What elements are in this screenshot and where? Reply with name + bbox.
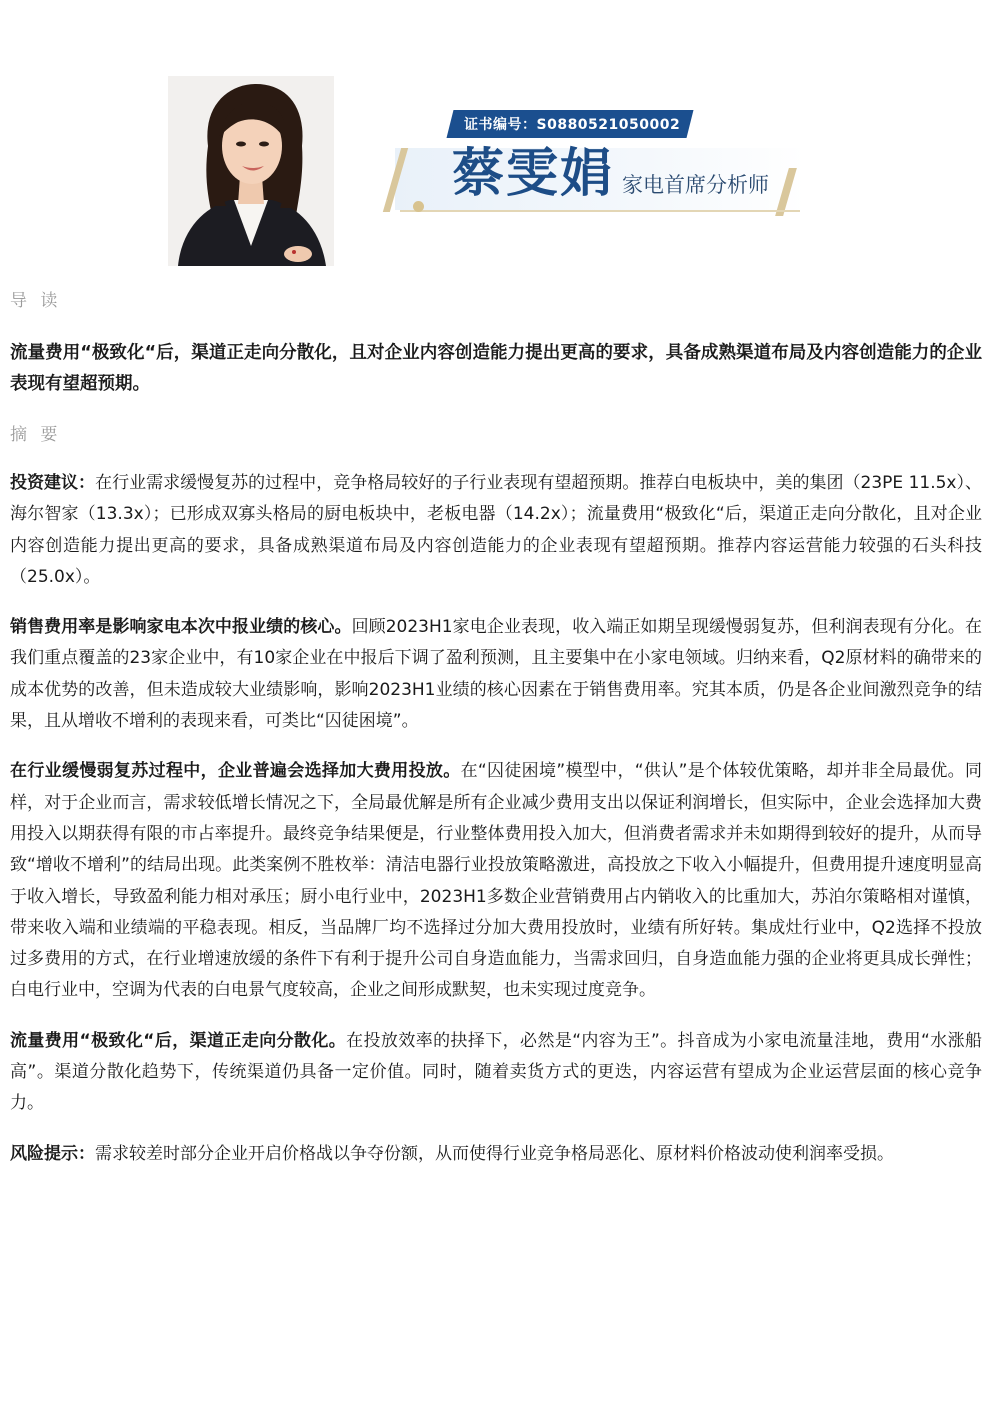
analyst-title: 家电首席分析师 <box>622 173 769 197</box>
certificate-number: 证书编号：S0880521050002 <box>464 117 681 133</box>
guide-text: 流量费用“极致化“后，渠道正走向分散化，且对企业内容创造能力提出更高的要求，具备成熟渠道布局及内容创造能力的企业表现有望超预期。 <box>10 343 982 394</box>
paragraph-expense-strategy <box>10 756 982 1006</box>
paragraph-body: 需求较差时部分企业开启价格战以争夺份额，从而使得行业竞争格局恶化、原材料价格波动使利润率受损。 <box>95 1143 894 1164</box>
spacer <box>10 450 982 468</box>
paragraph-body: 在“囚徒困境”模型中，“供认”是个体较优策略，却并非全局最优。同样，对于企业而言，需求较低增长情况之下，全局最优解是所有企业减少费用支出以保证利润增长，但实际中，企业会选择加大费用投入以期获得有限的市占率提升。最终竞争结果便是，行业整体费用投入加大，但消费者需求并未如期得到较好的提升，从而导致“增收不增利”的结局出现。此类案例不胜枚举：清洁电器行业投放策略激进，高投放之下收入小幅提升，但费用提升速度明显高于收入增长，导致盈利能力相对承压；厨小电行业中，2023H1多数企业营销费用占内销收入的比重加大，苏泊尔策略相对谨慎，带来收入端和业绩端的平稳表现。相反，当品牌厂均不选择过分加大费用投放时，业绩有所好转。集成灶行业中，Q2选择不投放过多费用的方式，在行业增速放缓的条件下有利于提升公司自身造血能力，当需求回归，自身造血能力强的企业将更具成长弹性；白电行业中，空调为代表的白电景气度较高，企业之间形成默契，也未实现过度竞争。 <box>10 761 982 1001</box>
paragraph-heading: 风险提示： <box>10 1143 95 1164</box>
guide-label: 导 读 <box>10 291 62 311</box>
report-header <box>0 0 992 280</box>
paragraph-body: 在行业需求缓慢复苏的过程中，竞争格局较好的子行业表现有望超预期。推荐白电板块中，美的集团（23PE 11.5x）、海尔智家（13.3x）；已形成双寡头格局的厨电板块中，老板电器（14.2x）；流量费用“极致化“后，渠道正走向分散化，且对企业内容创造能力提出更高的要求，具备成熟渠道布局及内容创造能力的企业表现有望超预期。推荐内容运营能力较强的石头科技（25.0x）。 <box>10 473 982 587</box>
paragraph-heading: 投资建议： <box>10 473 96 493</box>
summary-label: 摘 要 <box>10 425 62 445</box>
paragraph-body: 在投放效率的抉择下，必然是“内容为王”。抖音成为小家电流量洼地，费用“水涨船高”。渠道分散化趋势下，传统渠道仍具备一定价值。同时，随着卖货方式的更迭，内容运营有望成为企业运营层面的核心竞争力。 <box>10 1030 982 1114</box>
decor-baseline <box>400 210 800 212</box>
paragraph-body: 回顾2023H1家电企业表现，收入端正如期呈现缓慢弱复苏，但利润表现有分化。在我们重点覆盖的23家企业中，有10家企业在中报后下调了盈利预测，且主要集中在小家电领域。归纳来看，Q2原材料的确带来的成本优势的改善，但未造成较大业绩影响，影响2023H1业绩的核心因素在于销售费用率。究其本质，仍是各企业间激烈竞争的结果，且从增收不增利的表现来看，可类比“囚徒困境”。 <box>10 617 982 732</box>
paragraph-risk <box>10 1139 982 1170</box>
analyst-name: 蔡雯娟 <box>452 144 615 204</box>
paragraph-heading: 流量费用“极致化“后，渠道正走向分散化。 <box>10 1030 347 1051</box>
analyst-photo <box>168 76 334 266</box>
decor-dot-icon <box>413 201 424 212</box>
paragraph-investment <box>10 468 982 593</box>
paragraph-channel <box>10 1026 982 1120</box>
paragraph-sales-expense <box>10 612 982 737</box>
report-body <box>10 286 982 1189</box>
analyst-portrait-icon <box>168 76 334 266</box>
paragraph-heading: 在行业缓慢弱复苏过程中，企业普遍会选择加大费用投放。 <box>10 761 461 782</box>
paragraph-heading: 销售费用率是影响家电本次中报业绩的核心。 <box>10 617 352 638</box>
